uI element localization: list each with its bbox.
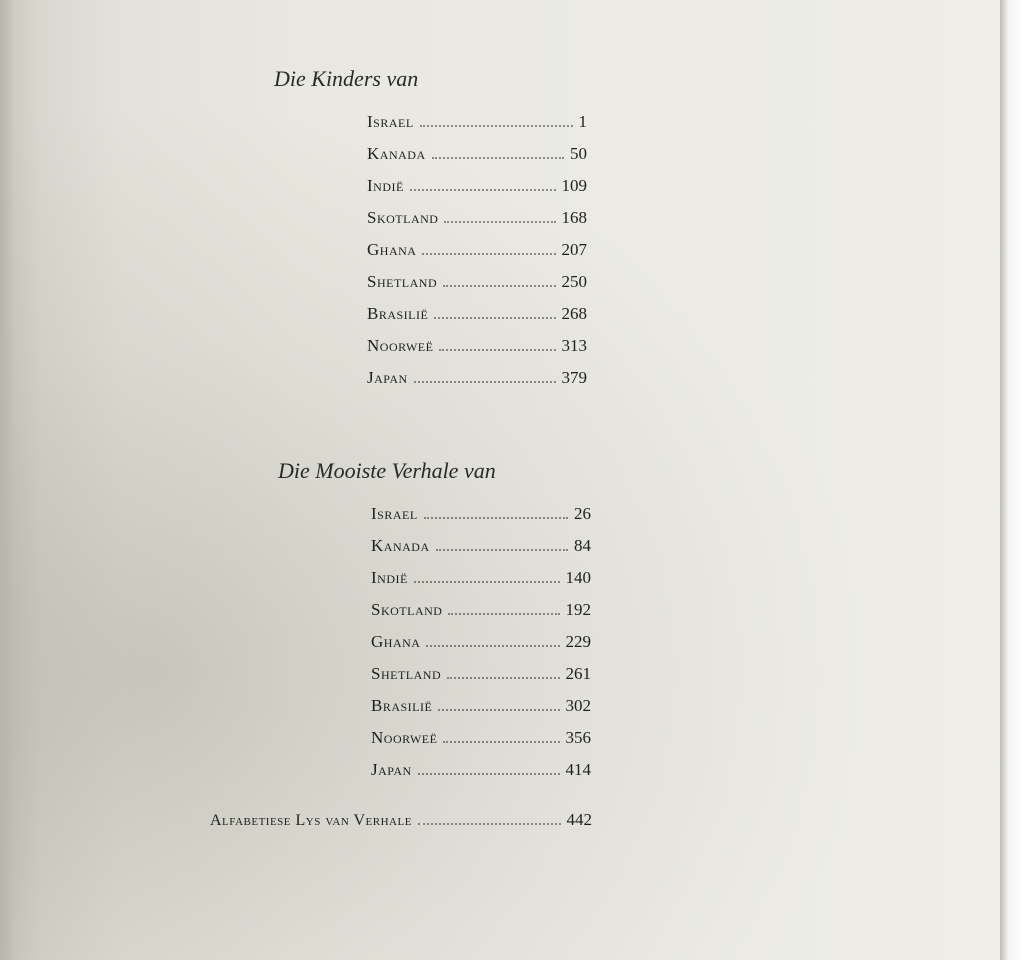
section-heading-kinders: Die Kinders van [274,66,419,91]
page-edge [1000,0,1022,960]
toc-entry[interactable] [367,368,587,400]
toc-entry-name: Brasilië [371,696,433,715]
toc-entry-name: Indië [367,176,404,195]
toc-entry-name: Ghana [367,240,417,259]
toc-entry-alphabetical-list[interactable] [210,810,592,830]
toc-page-number: 356 [565,728,591,747]
toc-entry-name: Israel [367,112,414,131]
dot-leader [410,189,556,191]
toc-page-number: 313 [561,336,587,355]
dot-leader [414,581,560,583]
toc-entry[interactable] [371,664,591,696]
toc-entry[interactable] [367,240,587,272]
dot-leader [424,517,568,519]
dot-leader [444,221,555,223]
toc-entry-name: Shetland [367,272,438,291]
toc-entry[interactable] [367,176,587,208]
toc-entry-name: Japan [367,368,408,387]
dot-leader [443,285,555,287]
toc-entry[interactable] [371,504,591,536]
dot-leader [448,613,559,615]
toc-page-number: 50 [570,144,587,163]
toc-page-number: 26 [574,504,591,523]
toc-entry-name: Noorweë [367,336,434,355]
toc-entry[interactable] [367,336,587,368]
dot-leader [438,709,559,711]
toc-entry[interactable] [371,760,591,792]
toc-page-number: 109 [561,176,587,195]
toc-entry-name: Ghana [371,632,421,651]
toc-entry[interactable] [371,728,591,760]
toc-entry-name: Skotland [367,208,439,227]
dot-leader [426,645,559,647]
dot-leader [439,349,555,351]
toc-entry-name: Japan [371,760,412,779]
toc-page-number: 268 [561,304,587,323]
dot-leader [447,677,559,679]
toc-page-number: 207 [561,240,587,259]
dot-leader [414,381,556,383]
dot-leader [434,317,555,319]
dot-leader [418,823,561,825]
toc-entry-name: Kanada [367,144,426,163]
toc-entry-name: Brasilië [367,304,429,323]
toc-entry[interactable] [371,600,591,632]
toc-page-number: 442 [566,810,592,829]
toc-entry-name: Shetland [371,664,442,683]
toc-page-number: 261 [565,664,591,683]
toc-entry[interactable] [367,112,587,144]
dot-leader [422,253,555,255]
toc-list-kinders [367,112,587,400]
toc-entry[interactable] [367,304,587,336]
toc-page-number: 250 [561,272,587,291]
toc-page-number: 168 [561,208,587,227]
toc-entry-name: Alfabetiese Lys van Verhale [210,812,412,829]
toc-entry[interactable] [367,272,587,304]
toc-entry[interactable] [371,632,591,664]
section-heading-verhale: Die Mooiste Verhale van [278,458,496,483]
dot-leader [418,773,560,775]
dot-leader [436,549,568,551]
toc-page-number: 140 [565,568,591,587]
dot-leader [432,157,564,159]
toc-page-number: 414 [565,760,591,779]
toc-entry-name: Noorweë [371,728,438,747]
toc-list-verhale [371,504,591,792]
toc-entry-name: Israel [371,504,418,523]
show-through-print: ​ [599,760,601,800]
toc-page-number: 192 [565,600,591,619]
dot-leader [443,741,559,743]
toc-entry-name: Kanada [371,536,430,555]
toc-page-number: 84 [574,536,591,555]
toc-page-number: 302 [565,696,591,715]
toc-entry[interactable] [367,144,587,176]
toc-entry-name: Skotland [371,600,443,619]
toc-entry[interactable] [371,696,591,728]
toc-entry[interactable] [367,208,587,240]
toc-entry-name: Indië [371,568,408,587]
dot-leader [420,125,573,127]
toc-page-number: 229 [565,632,591,651]
toc-page-number: 1 [578,112,587,131]
toc-entry[interactable] [371,568,591,600]
toc-page-number: 379 [561,368,587,387]
toc-entry[interactable] [371,536,591,568]
